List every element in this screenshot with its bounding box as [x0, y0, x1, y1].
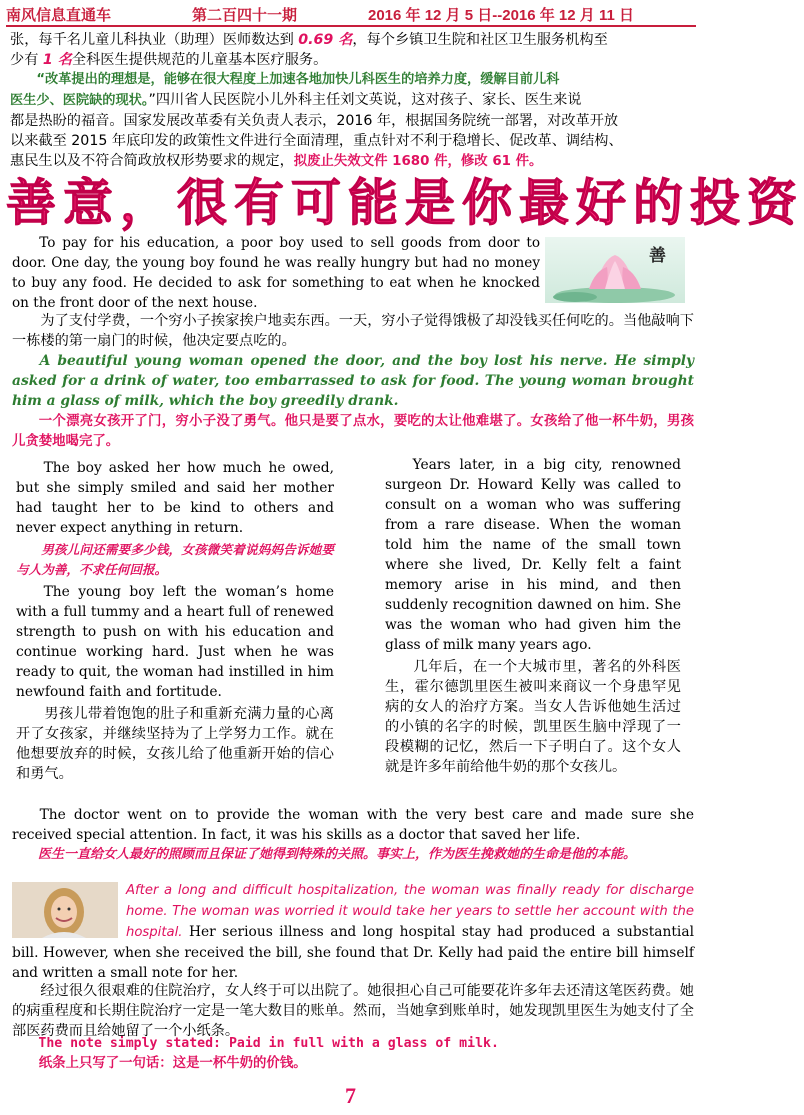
right-english: Years later, in a big city, renowned surgeon Dr. Howard Kelly was called to consult on a woman who was suffering from a rare disease. When the woman told him the name of the small town where she lived, Dr. Kelly felt a faint memory arise in his mind, and then suddenly recognition dawned on him. She was the woman who had given him the glass of milk many years ago.	[385, 457, 681, 653]
right-column	[385, 455, 681, 777]
intro-line-4: 都是热盼的福音。国家发展改革委有关负责人表示，2016 年，根据国务院统一部署，对改革开放	[10, 113, 619, 129]
header-divider	[6, 25, 696, 27]
quote-line-1: “改革提出的理想是，能够在很大程度上加速各地加快儿科医生的培养力度，缓解目前儿科	[36, 72, 560, 87]
left-english-2: The young boy left the woman’s home with a full tummy and a heart full of renewed strength to push on with his education and continue working hard. Just when he was ready to quit, the woman had instilled in him newfound faith and fortitude.	[16, 584, 334, 700]
article-title: 善意，很有可能是你最好的投资	[6, 174, 804, 232]
left-chinese-1: 男孩儿问还需要多少钱，女孩微笑着说妈妈告诉她要与人为善，不求任何回报。	[16, 542, 334, 577]
issue-number: 第二百四十一期	[192, 7, 298, 24]
intro-line-1: 张，每千名儿童儿科执业（助理）医师数达到 0.69 名，每个乡镇卫生院和社区卫生服务机构至	[10, 32, 608, 48]
left-chinese-2: 男孩儿带着饱饱的肚子和重新充满力量的心离开了女孩家，并继续坚持为了上学努力工作。就在他想要放弃的时候，女孩儿给了他重新开始的信心和勇气。	[16, 706, 334, 782]
note-english: The note simply stated: Paid in full with a glass of milk.	[38, 1036, 499, 1051]
intro-block	[10, 30, 694, 172]
note-chinese: 纸条上只写了一句话：这是一杯牛奶的价钱。	[38, 1056, 307, 1071]
doctor-english: The doctor went on to provide the woman with the very best care and made sure she received special attention. In fact, it was his skills as a doctor that saved her life.	[12, 807, 694, 843]
left-column	[16, 458, 334, 784]
doctor-chinese: 医生一直给女人最好的照顾而且保证了她得到特殊的关照。事实上，作为医生挽救她的生命是他的本能。	[38, 847, 637, 862]
para2-english: A beautiful young woman opened the door, and the boy lost his nerve. He simply asked for a drink of water, too embarrassed to ask for food. The young woman brought him a glass of milk, which the boy greedily drank.	[12, 353, 694, 409]
intro-line-6: 惠民生以及不符合简政放权形势要求的规定，拟废止失效文件 1680 件，修改 61 件。	[10, 153, 543, 169]
hospital-english: After a long and difficult hospitalization, the woman was finally ready for discharge home. The woman was worried it would take her years to settle her account with the hospital. Her serious illness and long hospital stay had produced a substantial bill. However, when she received the bill, she found that Dr. Kelly had paid the entire bill himself and written a small note for her.	[12, 883, 694, 981]
left-english-1: The boy asked her how much he owed, but she simply smiled and said her mother had taught her to be kind to others and never expect anything in return.	[16, 460, 334, 536]
quote-line-2: 医生少、医院缺的现状。”四川省人民医院小儿外科主任刘文英说，这对孩子、家长、医生来说	[10, 92, 582, 108]
date-range: 2016 年 12 月 5 日--2016 年 12 月 11 日	[368, 7, 634, 24]
page-number: 7	[345, 1083, 356, 1108]
page-header	[6, 2, 696, 24]
para2-chinese: 一个漂亮女孩开了门，穷小子没了勇气。他只是要了点水，要吃的太让他难堪了。女孩给了他一杯牛奶，男孩儿贪婪地喝完了。	[12, 414, 694, 449]
para1-english: To pay for his education, a poor boy used to sell goods from door to door. One day, the young boy found he was really hungry but had no money to buy any food. He decided to ask for something to eat when he knocked on the front door of the next house.	[12, 235, 540, 311]
hospital-chinese: 经过很久很艰难的住院治疗，女人终于可以出院了。她很担心自己可能要花许多年去还清这笔医药费。她的病重程度和长期住院治疗一定是一笔大数目的账单。然而，当她拿到账单时，她发现凯里医生为她支付了全部医药费而且给她留了一个小纸条。	[12, 983, 694, 1039]
para1-chinese: 为了支付学费，一个穷小子挨家挨户地卖东西。一天，穷小子觉得饿极了却没钱买任何吃的。当他敲响下一栋楼的第一扇门的时候，他决定要点吃的。	[12, 313, 694, 349]
lotus-glyph: 善	[649, 246, 666, 266]
lotus-flower-image	[545, 237, 685, 303]
right-chinese: 几年后，在一个大城市里，著名的外科医生，霍尔德凯里医生被叫来商议一个身患罕见病的女人的治疗方案。当女人告诉他她生活过的小镇的名字的时候，凯里医生脑中浮现了一段模糊的记忆，然后一下子明白了。这个女人就是许多年前给他牛奶的那个女孩儿。	[385, 659, 681, 775]
newsletter-name: 南风信息直通车	[6, 7, 112, 24]
intro-line-2: 少有 1 名全科医生提供规范的儿童基本医疗服务。	[10, 52, 328, 68]
intro-line-5: 以来截至 2015 年底印发的政策性文件进行全面清理，重点针对不利于稳增长、促改革、调结构、	[10, 133, 623, 149]
